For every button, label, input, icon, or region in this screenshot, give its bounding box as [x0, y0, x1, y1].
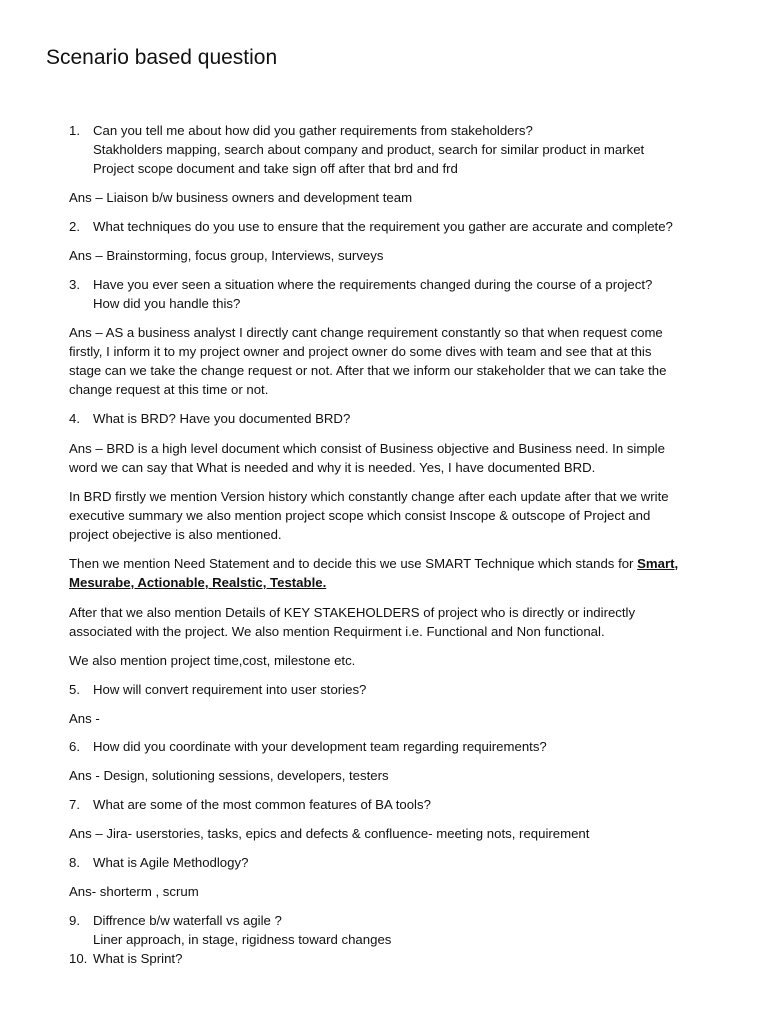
answer-text: stage can we take the change request or not. After that we inform our stakeholder that we can take the — [69, 363, 667, 378]
answer-text: firstly, I inform it to my project owner and project owner do some dives with team and see that at this — [69, 344, 652, 359]
paragraph-text: In BRD firstly we mention Version history which constantly change after each update after that we write — [69, 489, 669, 504]
smart-emphasis: Smart, — [637, 556, 679, 571]
question-number: 6. — [69, 739, 80, 754]
answer-text: Ans – Liaison b/w business owners and development team — [69, 190, 413, 205]
answer-text: Ans- shorterm , scrum — [69, 884, 199, 899]
paragraph-text: We also mention project time,cost, milestone etc. — [69, 653, 356, 668]
question-number: 4. — [69, 411, 80, 426]
question-text: What techniques do you use to ensure that the requirement you gather are accurate and complete? — [93, 219, 673, 234]
paragraph-text — [69, 554, 678, 573]
paragraph-text: executive summary we also mention project scope which consist Inscope & outscope of Project and — [69, 508, 651, 523]
question-text: What is Sprint? — [93, 951, 183, 966]
answer-text: Ans – Brainstorming, focus group, Interviews, surveys — [69, 248, 384, 263]
answer-text: word we can say that What is needed and why it is needed. Yes, I have documented BRD. — [69, 460, 596, 475]
paragraph-text: project obejective is also mentioned. — [69, 527, 282, 542]
answer-text: Ans – Jira- userstories, tasks, epics and defects & confluence- meeting nots, requirement — [69, 826, 590, 841]
answer-text: change request at this time or not. — [69, 382, 269, 397]
question-number: 9. — [69, 913, 80, 928]
question-number: 1. — [69, 123, 80, 138]
question-text: How did you handle this? — [93, 296, 241, 311]
answer-text: Ans - — [69, 711, 100, 726]
question-text: Diffrence b/w waterfall vs agile ? — [93, 913, 282, 928]
paragraph-text-plain: Then we mention Need Statement and to decide this we use SMART Technique which stands for — [69, 556, 638, 571]
smart-emphasis: Mesurabe, Actionable, Realstic, Testable. — [69, 575, 327, 590]
question-number: 7. — [69, 797, 80, 812]
answer-text: Ans – AS a business analyst I directly cant change requirement constantly so that when request come — [69, 325, 663, 340]
question-note: Liner approach, in stage, rigidness toward changes — [93, 932, 392, 947]
paragraph-text: associated with the project. We also mention Requirment i.e. Functional and Non functional. — [69, 624, 605, 639]
question-number: 3. — [69, 277, 80, 292]
question-text: How will convert requirement into user stories? — [93, 682, 367, 697]
question-text: What are some of the most common features of BA tools? — [93, 797, 431, 812]
question-text: What is BRD? Have you documented BRD? — [93, 411, 351, 426]
question-text: What is Agile Methodlogy? — [93, 855, 249, 870]
page-title: Scenario based question — [46, 46, 278, 69]
question-number: 8. — [69, 855, 80, 870]
question-text: How did you coordinate with your development team regarding requirements? — [93, 739, 547, 754]
paragraph-text: After that we also mention Details of KEY STAKEHOLDERS of project who is directly or indirectly — [69, 605, 636, 620]
question-note: Stakholders mapping, search about company and product, search for similar product in market — [93, 142, 645, 157]
question-note: Project scope document and take sign off after that brd and frd — [93, 161, 458, 176]
question-text: Can you tell me about how did you gather requirements from stakeholders? — [93, 123, 533, 138]
answer-text: Ans - Design, solutioning sessions, developers, testers — [69, 768, 389, 783]
question-number: 2. — [69, 219, 80, 234]
question-number: 5. — [69, 682, 80, 697]
answer-text: Ans – BRD is a high level document which consist of Business objective and Business need. In simple — [69, 441, 665, 456]
question-number: 10. — [69, 951, 88, 966]
question-text: Have you ever seen a situation where the requirements changed during the course of a project? — [93, 277, 653, 292]
